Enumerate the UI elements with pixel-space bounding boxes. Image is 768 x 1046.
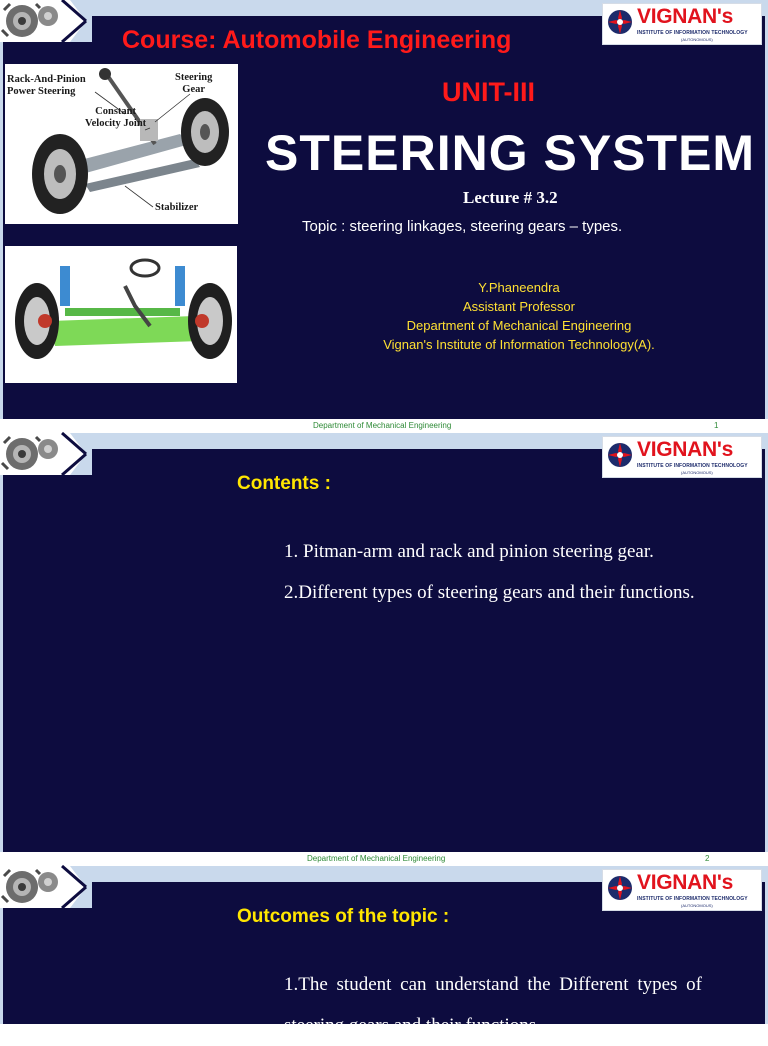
footer-department: Department of Mechanical Engineering [307,854,446,863]
slide-title: STEERING SYSTEM [265,125,756,181]
footer-page-number: 2 [705,854,710,863]
vignan-logo [602,3,762,45]
logo-autonomous: (AUTONOMOUS) [681,37,713,42]
outcomes-list [284,965,702,1046]
lecture-number: Lecture # 3.2 [463,188,558,207]
slide-3 [0,866,768,1036]
contents-item-2: 2.Different types of steering gears and their functions. [284,581,695,603]
unit-label: UNIT-III [442,77,535,107]
author-institute: Vignan's Institute of Information Technology(A). [383,337,655,352]
logo-autonomous: (AUTONOMOUS) [681,903,713,908]
outcomes-item-1: 1.The student can understand the Different types of steering gears and their functions. [284,974,702,1036]
vignan-logo [602,869,762,911]
footer-department: Department of Mechanical Engineering [313,421,452,430]
steering-assembly-drawing [5,246,237,383]
contents-heading: Contents : [237,473,331,494]
outcomes-heading: Outcomes of the topic : [237,906,450,927]
logo-brand-name: VIGNAN's [637,871,733,894]
steering-diagram-image [5,64,238,224]
vignan-logo-icon [607,875,633,901]
steering-assembly-image [5,246,237,383]
label-steering-gear: Steering Gear [175,72,213,95]
logo-subtitle: INSTITUTE OF INFORMATION TECHNOLOGY [637,30,748,36]
contents-item-1: 1. Pitman-arm and rack and pinion steering gear. [284,541,654,562]
vignan-logo-icon [607,442,633,468]
logo-brand-name: VIGNAN's [637,438,733,461]
course-title: Course: Automobile Engineering [122,26,512,54]
author-name: Y.Phaneendra [478,280,560,295]
slide-2 [0,433,768,866]
gear-corner-icon [0,0,92,42]
footer-page-number: 1 [714,421,719,430]
label-stabilizer: Stabilizer [155,202,199,213]
slide-background [3,449,765,852]
contents-list [284,532,702,613]
vignan-logo-icon [607,9,633,35]
slide-1 [0,0,768,433]
vignan-logo [602,436,762,478]
slide-footer [0,852,768,866]
logo-subtitle: INSTITUTE OF INFORMATION TECHNOLOGY [637,463,748,469]
author-designation: Assistant Professor [463,299,575,314]
logo-subtitle: INSTITUTE OF INFORMATION TECHNOLOGY [637,896,748,902]
topic-text: Topic : steering linkages, steering gears – types. [302,218,623,235]
author-department: Department of Mechanical Engineering [406,318,632,333]
label-rack-and-pinion: Rack-And-Pinion Power Steering [7,74,86,97]
gear-corner-icon [0,866,92,908]
gear-corner-icon [0,433,92,475]
label-constant-velocity-joint: Constant Velocity Joint [85,106,147,129]
logo-brand-name: VIGNAN's [637,5,733,28]
slide-footer [0,419,768,433]
logo-autonomous: (AUTONOMOUS) [681,470,713,475]
